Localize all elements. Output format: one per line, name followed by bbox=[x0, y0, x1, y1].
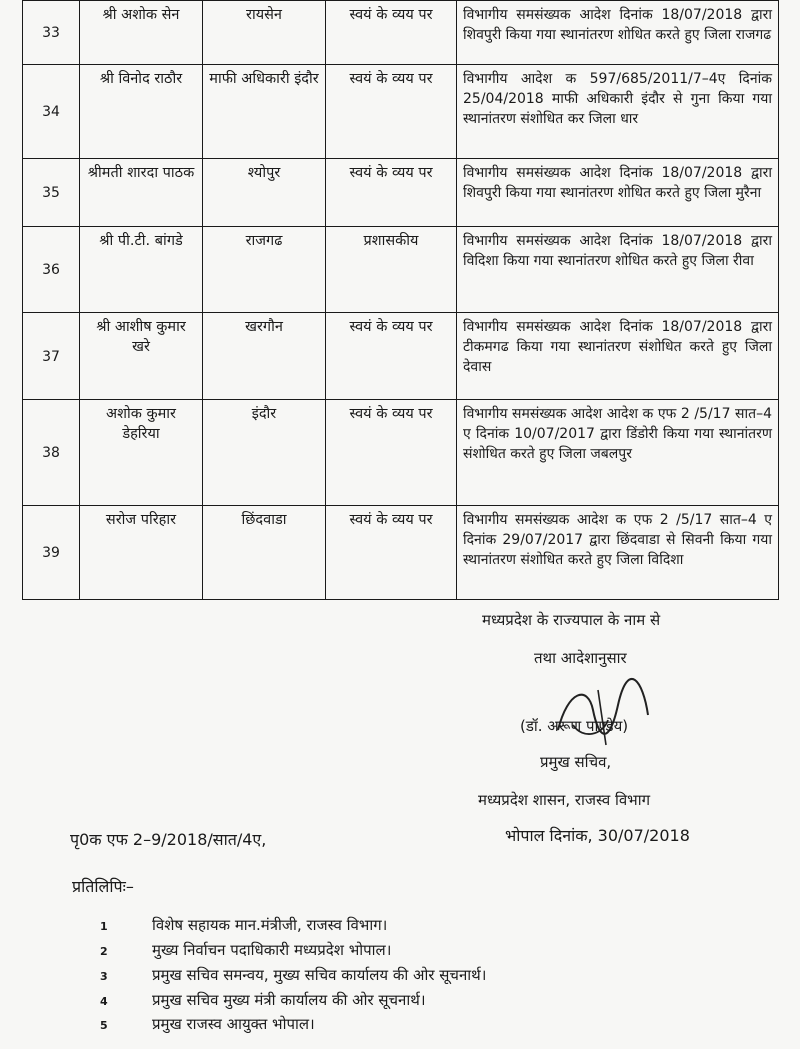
row-number: 33 bbox=[23, 1, 80, 65]
table-row bbox=[23, 227, 779, 313]
table-row bbox=[23, 65, 779, 159]
item-number: 3 bbox=[100, 970, 108, 983]
row-number: 34 bbox=[23, 65, 80, 159]
employee-name: अशोक कुमार डेहरिया bbox=[80, 400, 203, 506]
list-item bbox=[100, 940, 391, 960]
transfer-type: प्रशासकीय bbox=[326, 227, 457, 313]
list-item bbox=[100, 990, 426, 1010]
row-number: 39 bbox=[23, 506, 80, 600]
district: खरगौन bbox=[203, 313, 326, 400]
table-row bbox=[23, 159, 779, 227]
employee-name: श्री विनोद राठौर bbox=[80, 65, 203, 159]
authority-line: मध्यप्रदेश के राज्यपाल के नाम से bbox=[482, 611, 661, 629]
table-row bbox=[23, 1, 779, 65]
employee-name: श्रीमती शारदा पाठक bbox=[80, 159, 203, 227]
item-number: 4 bbox=[100, 995, 108, 1008]
item-number: 5 bbox=[100, 1019, 108, 1032]
order-detail: विभागीय आदेश क 597/685/2011/7–4ए दिनांक 25/04/2018 माफी अधिकारी इंदौर से गुना किया गया स्थानांतरण संशोधित कर जिला धार bbox=[457, 65, 779, 159]
transfer-type: स्वयं के व्यय पर bbox=[326, 1, 457, 65]
list-item bbox=[100, 915, 387, 935]
district: रायसेन bbox=[203, 1, 326, 65]
order-detail: विभागीय समसंख्यक आदेश दिनांक 18/07/2018 द्वारा टीकमगढ किया गया स्थानांतरण संशोधित करते हुए जिला देवास bbox=[457, 313, 779, 400]
order-detail: विभागीय समसंख्यक आदेश दिनांक 18/07/2018 द्वारा विदिशा किया गया स्थानांतरण शोधित करते हुए जिला रीवा bbox=[457, 227, 779, 313]
list-item bbox=[100, 965, 486, 985]
order-detail: विभागीय समसंख्यक आदेश दिनांक 18/07/2018 द्वारा शिवपुरी किया गया स्थानांतरण शोधित करते हुए जिला मुरैना bbox=[457, 159, 779, 227]
order-line: तथा आदेशानुसार bbox=[534, 649, 627, 667]
place-date: भोपाल दिनांक, 30/07/2018 bbox=[505, 826, 690, 845]
district: राजगढ bbox=[203, 227, 326, 313]
signatory-designation: प्रमुख सचिव, bbox=[540, 753, 612, 771]
order-detail: विभागीय समसंख्यक आदेश क एफ 2 /5/17 सात–4 ए दिनांक 29/07/2017 द्वारा छिंदवाडा से सिवनी किया गया स्थानांतरण संशोधित करते हुए जिला विदिशा bbox=[457, 506, 779, 600]
employee-name: श्री पी.टी. बांगडे bbox=[80, 227, 203, 313]
list-item bbox=[100, 1014, 315, 1034]
employee-name: श्री आशीष कुमार खरे bbox=[80, 313, 203, 400]
employee-name: श्री अशोक सेन bbox=[80, 1, 203, 65]
row-number: 35 bbox=[23, 159, 80, 227]
item-text: मुख्य निर्वाचन पदाधिकारी मध्यप्रदेश भोपाल। bbox=[152, 941, 392, 959]
signatory-name: (डॉ. अरूण पाण्डेय) bbox=[520, 717, 629, 735]
table-row bbox=[23, 313, 779, 400]
transfer-table bbox=[22, 0, 779, 600]
transfer-type: स्वयं के व्यय पर bbox=[326, 65, 457, 159]
reference-number: पृ0क एफ 2–9/2018/सात/4ए, bbox=[70, 830, 267, 849]
item-text: विशेष सहायक मान.मंत्रीजी, राजस्व विभाग। bbox=[152, 916, 388, 934]
item-text: प्रमुख राजस्व आयुक्त भोपाल। bbox=[152, 1015, 315, 1033]
item-text: प्रमुख सचिव समन्वय, मुख्य सचिव कार्यालय की ओर सूचनार्थ। bbox=[152, 966, 487, 984]
district: माफी अधिकारी इंदौर bbox=[203, 65, 326, 159]
table-row bbox=[23, 506, 779, 600]
transfer-type: स्वयं के व्यय पर bbox=[326, 506, 457, 600]
transfer-type: स्वयं के व्यय पर bbox=[326, 400, 457, 506]
row-number: 38 bbox=[23, 400, 80, 506]
item-number: 1 bbox=[100, 920, 108, 933]
transfer-type: स्वयं के व्यय पर bbox=[326, 159, 457, 227]
district: इंदौर bbox=[203, 400, 326, 506]
item-number: 2 bbox=[100, 945, 108, 958]
table-row bbox=[23, 400, 779, 506]
signatory-department: मध्यप्रदेश शासन, राजस्व विभाग bbox=[478, 791, 651, 809]
order-detail: विभागीय समसंख्यक आदेश दिनांक 18/07/2018 द्वारा शिवपुरी किया गया स्थानांतरण शोधित करते हुए जिला राजगढ bbox=[457, 1, 779, 65]
row-number: 36 bbox=[23, 227, 80, 313]
district: श्योपुर bbox=[203, 159, 326, 227]
transfer-type: स्वयं के व्यय पर bbox=[326, 313, 457, 400]
copy-heading: प्रतिलिपिः– bbox=[72, 877, 134, 896]
item-text: प्रमुख सचिव मुख्य मंत्री कार्यालय की ओर सूचनार्थ। bbox=[152, 991, 426, 1009]
row-number: 37 bbox=[23, 313, 80, 400]
employee-name: सरोज परिहार bbox=[80, 506, 203, 600]
handwritten-signature bbox=[548, 670, 658, 760]
district: छिंदवाडा bbox=[203, 506, 326, 600]
order-detail: विभागीय समसंख्यक आदेश आदेश क एफ 2 /5/17 सात–4 ए दिनांक 10/07/2017 द्वारा डिंडोरी किया गया स्थानांतरण संशोधित करते हुए जिला जबलपुर bbox=[457, 400, 779, 506]
